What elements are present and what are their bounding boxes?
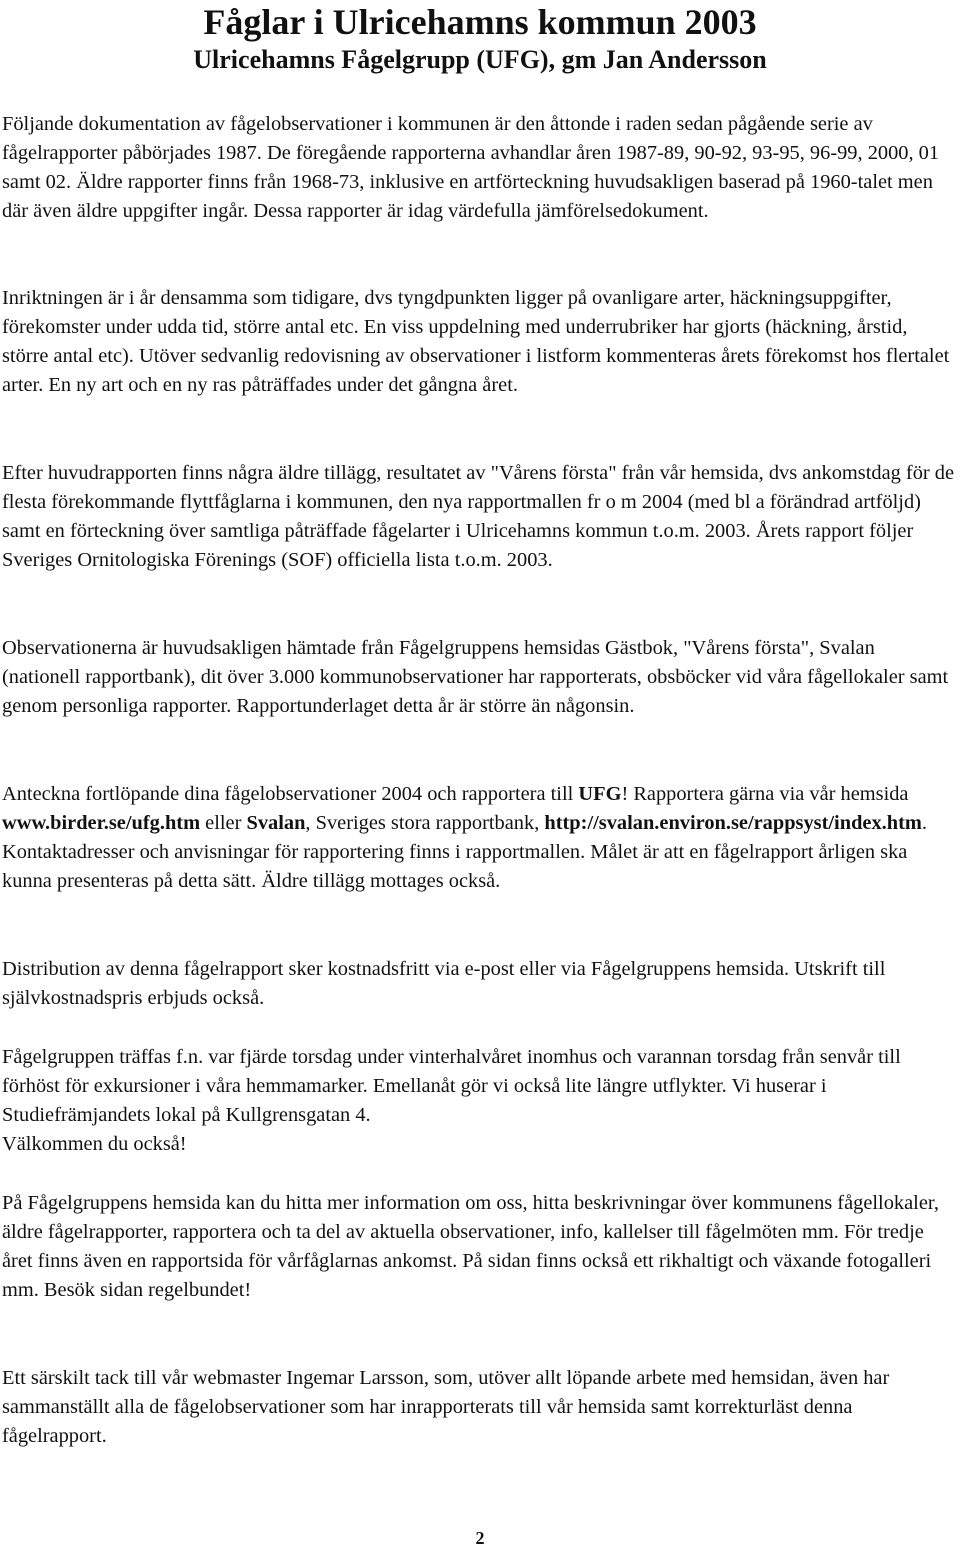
report-text-3: eller [200, 812, 247, 834]
page-number: 2 [475, 1528, 485, 1548]
report-text-2: ! Rapportera gärna via vår hemsida [621, 783, 909, 805]
svalan-label: Svalan [246, 812, 306, 834]
paragraph-direction: Inriktningen är i år densamma som tidigare, dvs tyngdpunkten ligger på ovanligare arter, häckningsuppgifter, förekomster under udda tid, större antal etc. En viss uppdelning med underrubriker har gjorts (häckning, årstid, större antal etc). Utöver sedvanlig redovisning av observationer i listform kommenteras årets förekomst hos flertalet arter. En ny art och en ny ras påträffades under det gångna året. [2, 287, 950, 396]
page-subtitle: Ulricehamns Fågelgrupp (UFG), gm Jan Andersson [193, 45, 767, 74]
paragraph-distribution: Distribution av denna fågelrapport sker kostnadsfritt via e-post eller via Fågelgruppens hemsida. Utskrift till självkostnadspris erbjuds också. [2, 958, 886, 1009]
paragraph-appendix: Efter huvudrapporten finns några äldre tillägg, resultatet av "Vårens första" från vår hemsida, dvs ankomstdag för de flesta förekommande flyttfåglarna i kommunen, den nya rapportmallen fr o m 2004 (med bl a förändrad artföljd) samt en förteckning över samtliga påträffade fågelarter i Ulricehamns kommun t.o.m. 2003. Årets rapport följer Sveriges Ornitologiska Förenings (SOF) officiella lista t.o.m. 2003. [2, 462, 955, 571]
paragraph-report [2, 780, 956, 896]
paragraph-website: På Fågelgruppens hemsida kan du hitta mer information om oss, hitta beskrivningar över kommunens fågellokaler, äldre fågelrapporter, rapportera och ta del av aktuella observationer, info, kallelser till fågelmöten mm. För tredje året finns även en rapportsida för vårfåglarnas ankomst. På sidan finns också ett rikhaltigt och växande fotogalleri mm. Besök sidan regelbundet! [2, 1192, 939, 1301]
welcome-text: Välkommen du också! [2, 1133, 187, 1155]
paragraph-intro: Följande dokumentation av fågelobservationer i kommunen är den åttonde i raden sedan pågående serie av fågelrapporter påbörjades 1987. De föregående rapporterna avhandlar åren 1987-89, 90-92, 93-95, 96-99, 2000, 01 samt 02. Äldre rapporter finns från 1968-73, inklusive en artförteckning huvudsakligen baserad på 1960-talet men där även äldre uppgifter ingår. Dessa rapporter är idag värdefulla jämförelsedokument. [2, 113, 940, 222]
paragraph-thanks: Ett särskilt tack till vår webmaster Ingemar Larsson, som, utöver allt löpande arbete med hemsidan, även har sammanställt alla de fågelobservationer som har inrapporterats till vår hemsida samt korrekturläst denna fågelrapport. [2, 1367, 890, 1447]
report-text-1: Anteckna fortlöpande dina fågelobservationer 2004 och rapportera till [2, 783, 579, 805]
ufg-label: UFG [578, 783, 622, 805]
page-title: Fåglar i Ulricehamns kommun 2003 [203, 2, 757, 42]
paragraph-meetings [2, 1043, 956, 1159]
website-link[interactable]: www.birder.se/ufg.htm [2, 812, 201, 834]
meetings-text: Fågelgruppen träffas f.n. var fjärde torsdag under vinterhalvåret inomhus och varannan torsdag från senvår till förhöst för exkursioner i våra hemmamarker. Emellanåt gör vi också lite längre utflykter. Vi huserar i Studiefrämjandets lokal på Kullgrensgatan 4. [2, 1046, 901, 1126]
report-text-5: . Kontaktadresser och anvisningar för rapportering finns i rapportmallen. Målet är att en fågelrapport årligen ska kunna presenteras på detta sätt. Äldre tillägg mottages också. [2, 812, 927, 892]
svalan-link[interactable]: http://svalan.environ.se/rappsyst/index.htm [544, 812, 922, 834]
paragraph-sources: Observationerna är huvudsakligen hämtade från Fågelgruppens hemsidas Gästbok, "Vårens första", Svalan (nationell rapportbank), dit över 3.000 kommunobservationer har rapporterats, obsböcker vid våra fågellokaler samt genom personliga rapporter. Rapportunderlaget detta år är större än någonsin. [2, 637, 949, 717]
report-text-4: , Sveriges stora rapportbank, [305, 812, 545, 834]
